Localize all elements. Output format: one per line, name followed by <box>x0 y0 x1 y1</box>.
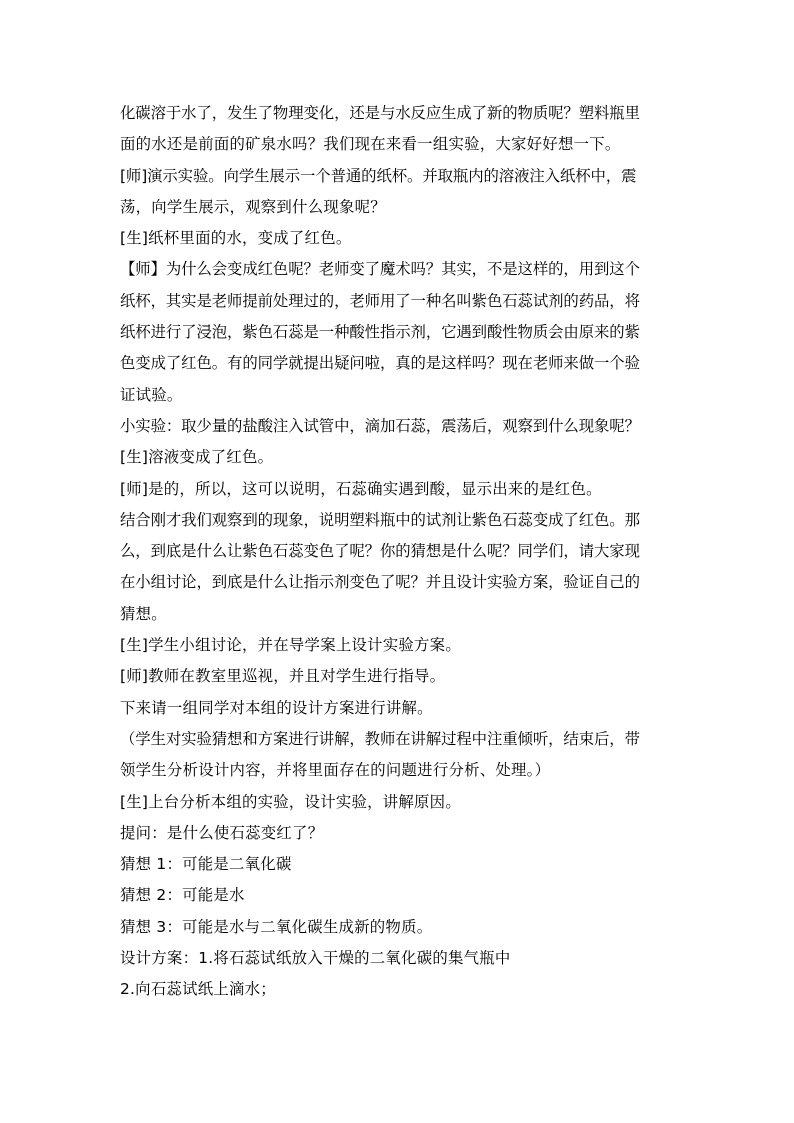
text-line: 猜想。 <box>120 604 167 623</box>
text-line: [师]教师在教室里巡视，并且对学生进行指导。 <box>120 667 446 686</box>
text-line: 色变成了红色。有的同学就提出疑问啦，真的是这样吗？现在老师来做一个验 <box>120 354 640 373</box>
text-line: [生]纸杯里面的水，变成了红色。 <box>120 229 352 248</box>
text-line: [生]学生小组讨论，并在导学案上设计实验方案。 <box>120 636 461 655</box>
text-line: 猜想 1：可能是二氧化碳 <box>120 855 292 874</box>
text-line: 纸杯，其实是老师提前处理过的，老师用了一种名叫紫色石蕊试剂的药品，将 <box>120 291 640 310</box>
text-line: 猜想 3：可能是水与二氧化碳生成新的物质。 <box>120 917 433 936</box>
text-line: 【师】为什么会变成红色呢？老师变了魔术吗？其实，不是这样的，用到这个 <box>120 260 640 279</box>
text-line: 领学生分析设计内容，并将里面存在的问题进行分析、处理。） <box>120 761 551 780</box>
text-line: 在小组讨论，到底是什么让指示剂变色了呢？并且设计实验方案，验证自己的 <box>120 573 640 592</box>
text-line: 证试验。 <box>120 385 183 404</box>
text-line: 猜想 2：可能是水 <box>120 886 245 905</box>
text-line: 结合刚才我们观察到的现象，说明塑料瓶中的试剂让紫色石蕊变成了红色。那 <box>120 510 640 529</box>
text-line: 荡，向学生展示，观察到什么现象呢？ <box>120 197 386 216</box>
text-line: （学生对实验猜想和方案进行讲解，教师在讲解过程中注重倾听，结束后，带 <box>120 729 640 748</box>
text-line: 纸杯进行了浸泡，紫色石蕊是一种酸性指示剂，它遇到酸性物质会由原来的紫 <box>120 323 640 342</box>
text-line: [师]是的，所以，这可以说明，石蕊确实遇到酸，显示出来的是红色。 <box>120 479 602 498</box>
text-line: 小实验：取少量的盐酸注入试管中，滴加石蕊，震荡后，观察到什么现象呢？ <box>120 416 640 435</box>
text-line: 设计方案：1.将石蕊试纸放入干燥的二氧化碳的集气瓶中 <box>120 949 511 968</box>
document-body <box>120 98 680 1006</box>
text-line: 提问：是什么使石蕊变红了？ <box>120 823 324 842</box>
text-line: 面的水还是前面的矿泉水吗？我们现在来看一组实验，大家好好想一下。 <box>120 135 621 154</box>
text-line: 化碳溶于水了，发生了物理变化，还是与水反应生成了新的物质呢？塑料瓶里 <box>120 104 640 122</box>
text-line: [师]演示实验。向学生展示一个普通的纸杯。并取瓶内的溶液注入纸杯中，震 <box>120 166 637 185</box>
text-line: [生]溶液变成了红色。 <box>120 448 274 467</box>
text-line: 么，到底是什么让紫色石蕊变色了呢？你的猜想是什么呢？同学们，请大家现 <box>120 542 640 561</box>
text-line: [生]上台分析本组的实验，设计实验，讲解原因。 <box>120 792 461 811</box>
text-line: 下来请一组同学对本组的设计方案进行讲解。 <box>120 698 433 717</box>
text-line: 2.向石蕊试纸上滴水； <box>120 980 276 999</box>
